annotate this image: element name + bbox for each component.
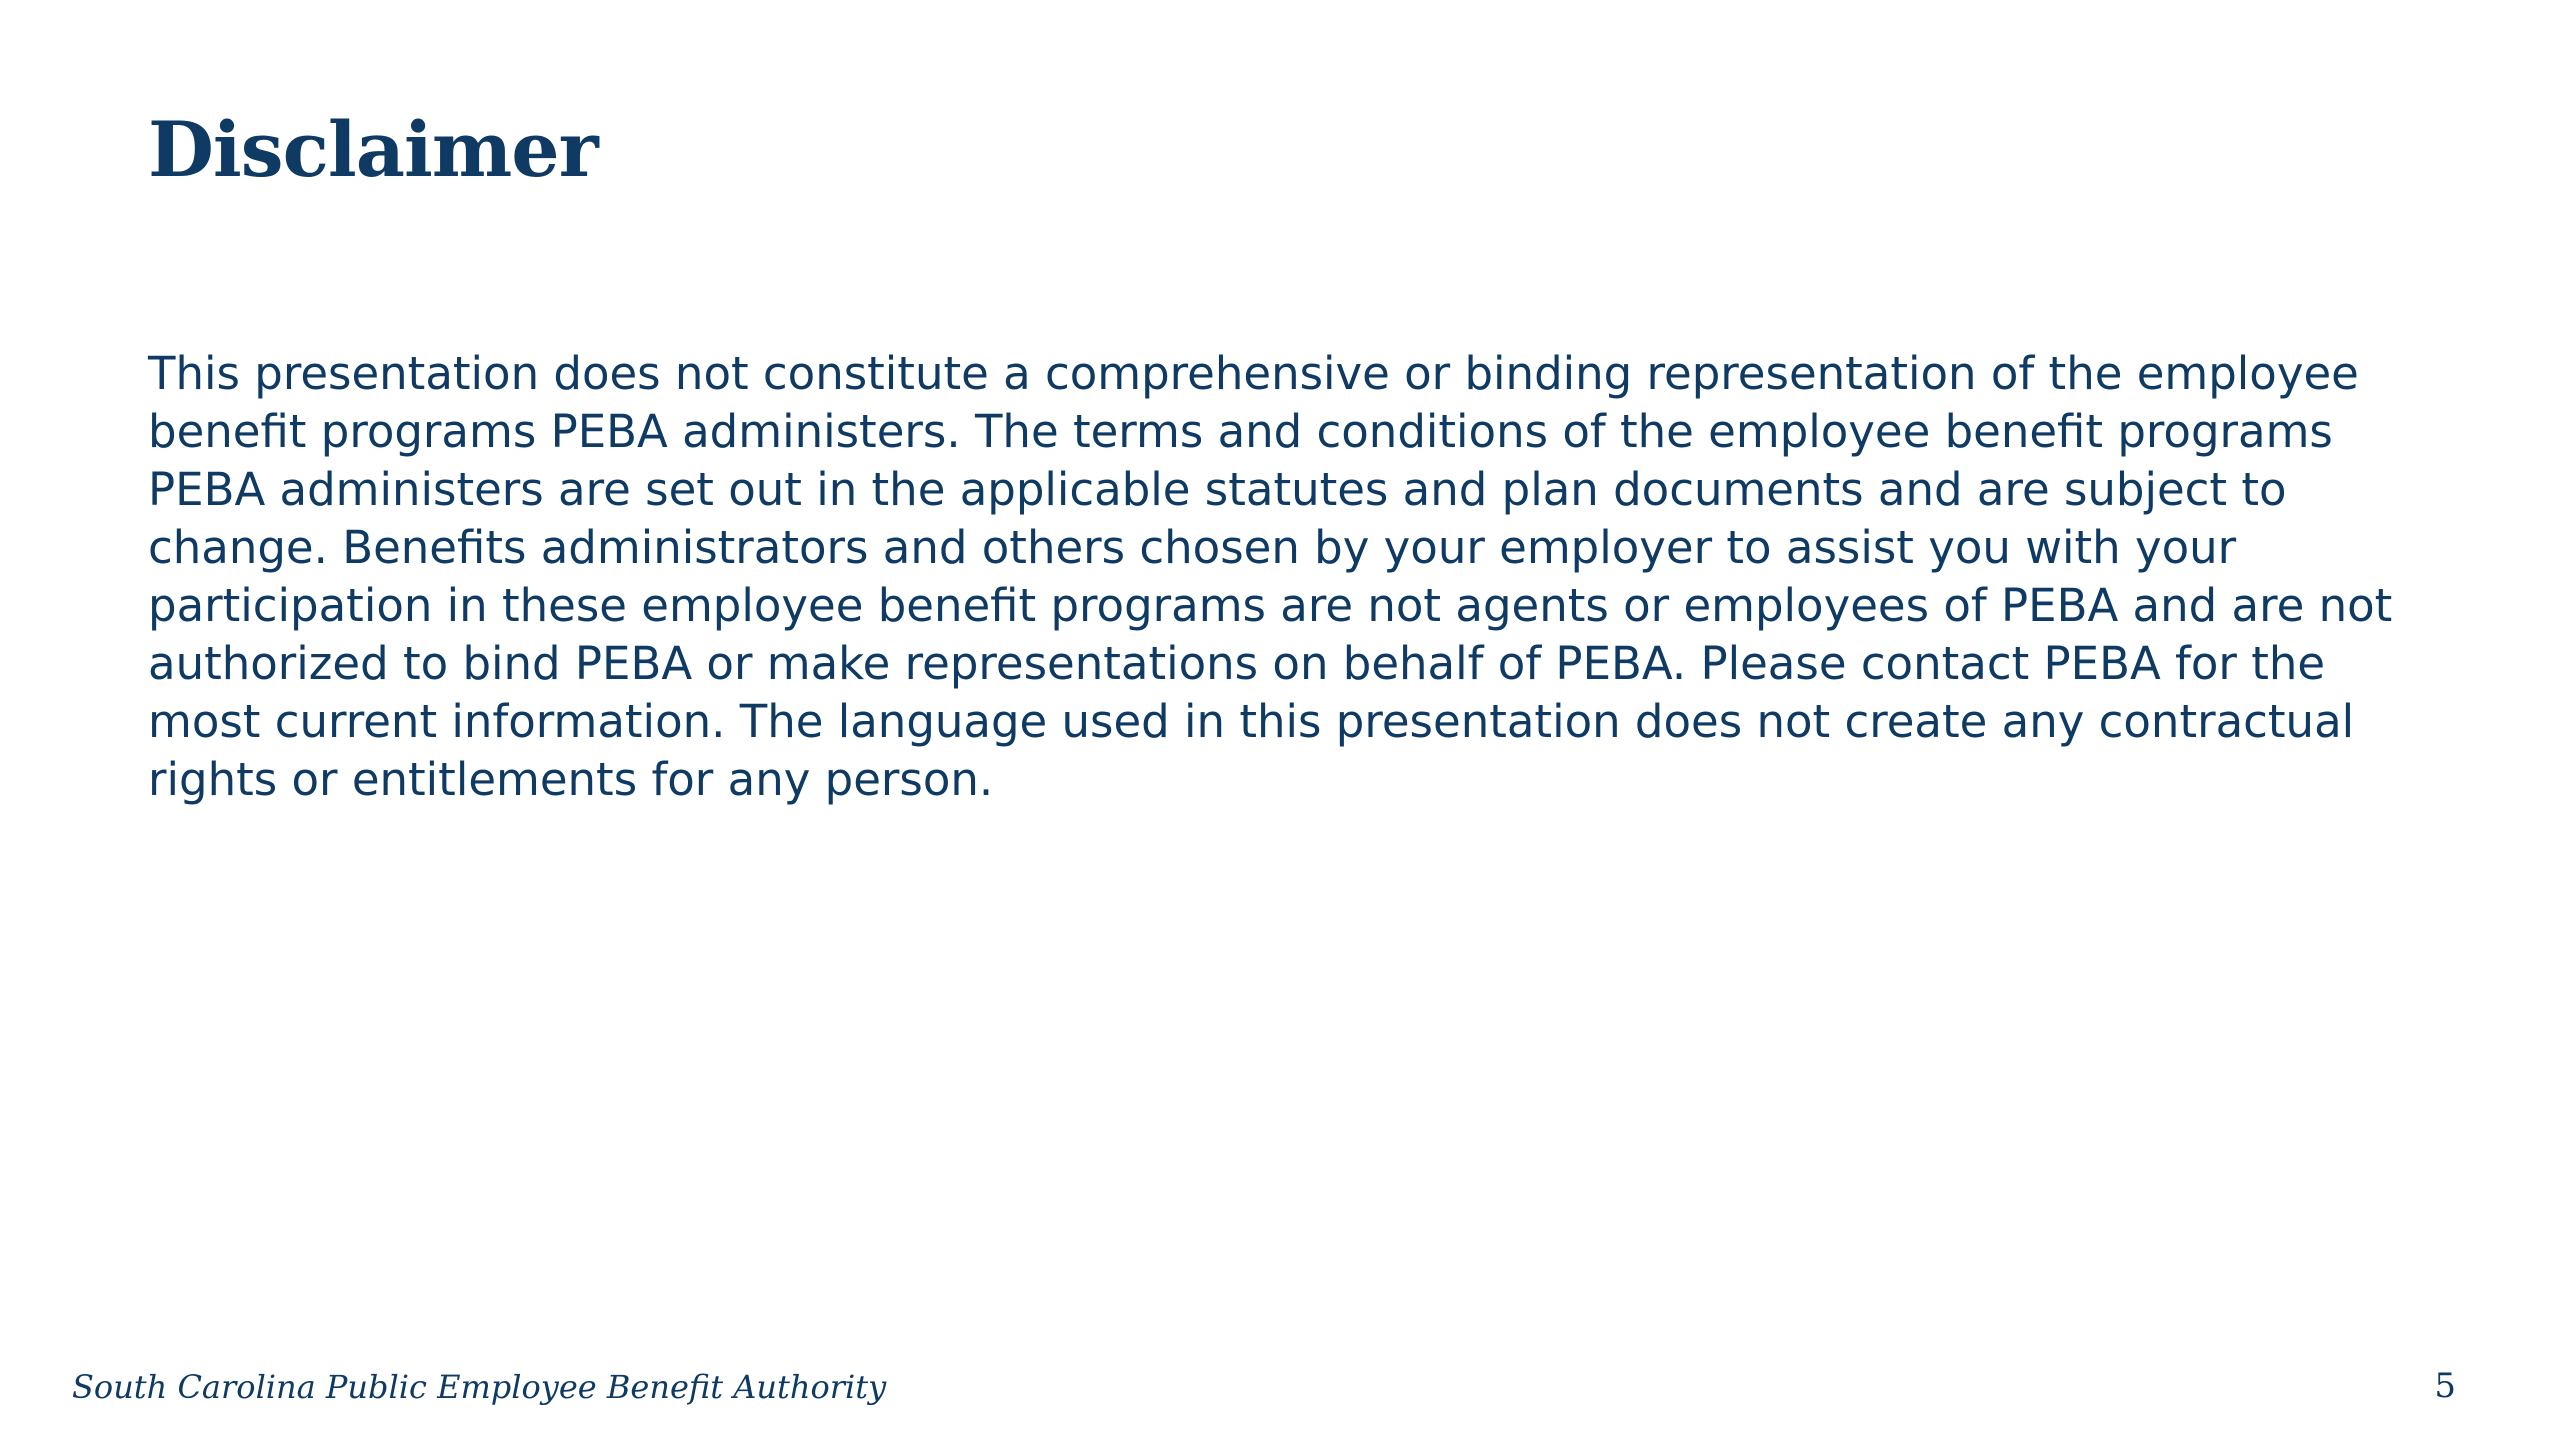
slide-title: Disclaimer [148, 105, 598, 194]
page-number: 5 [2434, 1366, 2456, 1406]
disclaimer-text: This presentation does not constitute a comprehensive or binding representation of the employee benefit programs PEBA administers. The terms and conditions of the employee benefit programs PEBA administers are set out in the applicable statutes and plan documents and are subject to change. Benefits administrators and others chosen by your employer to assist you with your participation in these employee benefit programs are not agents or employees of PEBA and are not authorized to bind PEBA or make representations on behalf of PEBA. Please contact PEBA for the most current information. The language used in this presentation does not create any contractual rights or entitlements for any person. [148, 347, 2393, 806]
footer-organization: South Carolina Public Employee Benefit Authority [72, 1368, 887, 1406]
